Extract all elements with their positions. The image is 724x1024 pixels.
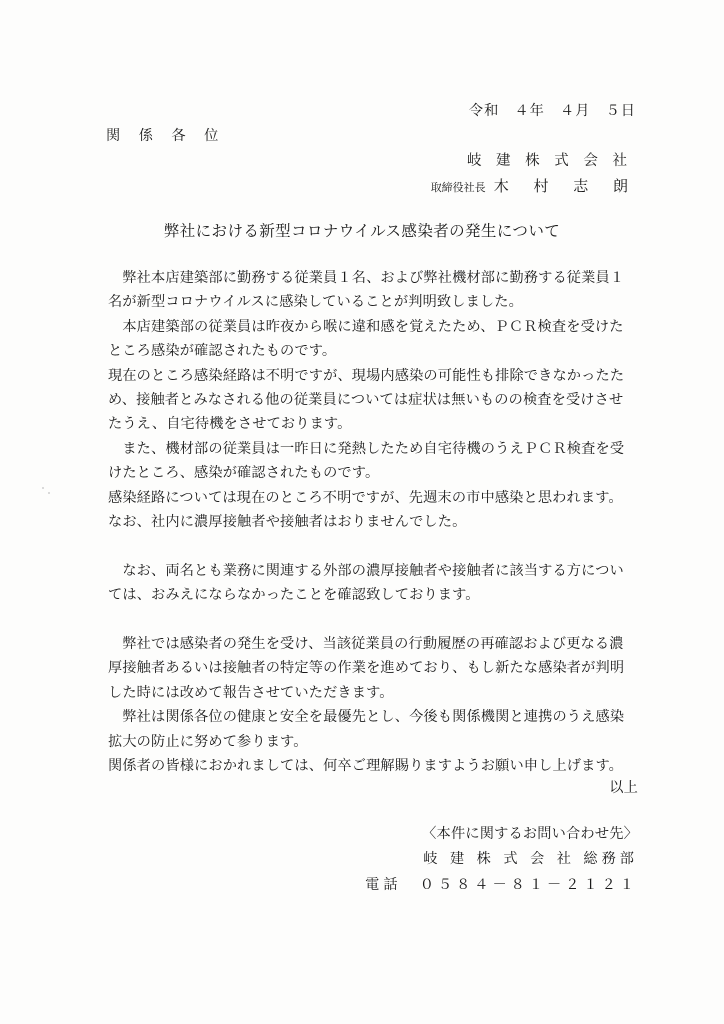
recipients-heading: 関 係 各 位 (106, 128, 226, 144)
body-line: なお、社内に濃厚接触者や接触者はおりませんでした。 (108, 514, 467, 531)
closing-mark: 以上 (609, 780, 638, 796)
representative-title: 取締役社長 (430, 181, 486, 194)
scan-speck (42, 487, 44, 489)
document-title: 弊社における新型コロナウイルス感染者の発生について (163, 222, 561, 240)
body-line: 感染経路については現在のところ不明ですが、先週末の市中感染と思われます。 (108, 489, 623, 506)
body-line: 弊社は関係各位の健康と安全を最優先とし、今後も関係機関と連携のうえ感染 (108, 709, 625, 726)
contact-phone: 電話 ０５８４－８１－２１２１ (365, 877, 638, 893)
body-line: けたところ、感染が確認されたものです。 (108, 465, 380, 482)
body-text (108, 266, 648, 779)
representative-name: 木 村 志 朗 (493, 177, 638, 195)
body-line: 名が新型コロナウイルスに感染していることが判明致しました。 (108, 294, 523, 311)
body-line: 厚接触者あるいは接触者の特定等の作業を進めており、もし新たな感染者が判明 (108, 660, 625, 677)
body-line: ては、おみえにならなかったことを確認致しております。 (108, 587, 480, 604)
body-line: 現在のところ感染経路は不明ですが、現場内感染の可能性も排除できなかったた (108, 367, 625, 384)
body-line: め、接触者とみなされる他の従業員については症状は無いものの検査を受けさせ (108, 392, 624, 409)
document-date: 令和 ４年 ４月 ５日 (468, 103, 636, 119)
scan-speck (48, 492, 50, 494)
body-line: 本店建築部の従業員は昨夜から喉に違和感を覚えたため、ＰＣＲ検査を受けた (108, 318, 624, 335)
paragraph-gap (108, 608, 648, 632)
representative (431, 177, 638, 197)
contact-heading: 〈本件に関するお問い合わせ先〉 (422, 826, 638, 842)
paragraph-gap (108, 534, 648, 558)
body-line: 弊社では感染者の発生を受け、当該従業員の行動履歴の再確認および更なる濃 (108, 636, 624, 653)
body-line: なお、両名とも業務に関連する外部の濃厚接触者や接触者に該当する方につい (108, 562, 624, 579)
body-line: 弊社本店建築部に勤務する従業員１名、および弊社機材部に勤務する従業員１ (108, 270, 625, 286)
body-line: ところ感染が確認されたものです。 (108, 343, 337, 360)
body-line: また、機材部の従業員は一昨日に発熱したため自宅待機のうえＰＣＲ検査を受 (108, 440, 625, 457)
company-name: 岐 建 株 式 会 社 (466, 153, 632, 169)
body-line: した時には改めて報告させていただきます。 (108, 684, 394, 701)
body-line: 関係者の皆様におかれましては、何卒ご理解賜りますようお願い申し上げます。 (108, 758, 624, 775)
contact-department: 岐 建 株 式 会 社 総務部 (423, 851, 638, 867)
body-line: たうえ、自宅待機をさせております。 (108, 416, 352, 433)
body-line: 拡大の防止に努めて参ります。 (108, 733, 308, 750)
